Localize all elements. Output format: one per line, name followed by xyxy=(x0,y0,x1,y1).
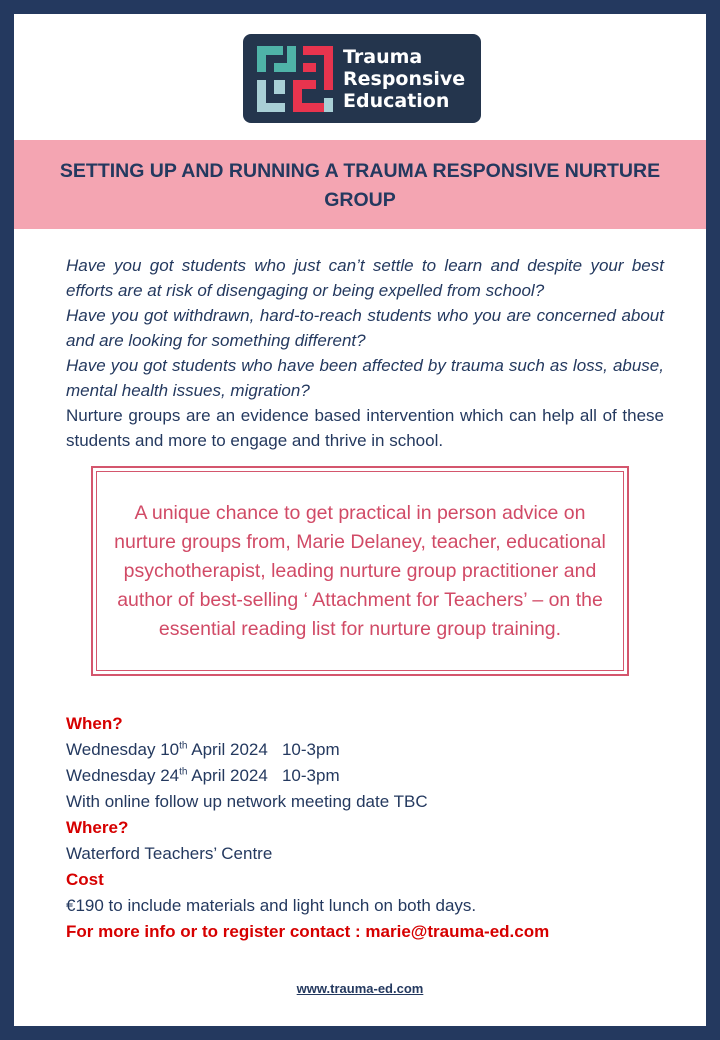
date-day: 24 xyxy=(160,766,180,785)
date-weekday: Wednesday xyxy=(66,766,156,785)
intro-question: Have you got withdrawn, hard-to-reach students who you are concerned about and are looking for something different? xyxy=(66,306,664,350)
intro-question: Have you got students who just can’t settle to learn and despite your best efforts are at risk of disengaging or being expelled from school? xyxy=(66,256,664,300)
logo-line: Responsive xyxy=(343,68,466,90)
followup-text: With online follow up network meeting date TBC xyxy=(66,792,428,811)
venue-text: Waterford Teachers’ Centre xyxy=(66,844,273,863)
when-heading: When? xyxy=(66,714,123,733)
callout-inner-border xyxy=(96,471,624,671)
intro-question: Have you got students who have been affected by trauma such as loss, abuse, mental health issues, migration? xyxy=(66,356,664,400)
title-banner xyxy=(14,140,706,229)
callout-box xyxy=(91,466,629,676)
cost-text: €190 to include materials and light lunch on both days. xyxy=(66,896,477,915)
cost-heading: Cost xyxy=(66,870,104,889)
date-weekday: Wednesday xyxy=(66,740,156,759)
contact-line: For more info or to register contact : marie@trauma-ed.com xyxy=(66,922,550,941)
intro-section xyxy=(66,253,664,453)
logo-text xyxy=(343,46,465,112)
date-suffix: th xyxy=(179,740,188,752)
date-day: 10 xyxy=(160,740,180,759)
date-rest: April 2024 10-3pm xyxy=(187,740,340,759)
page-title: SETTING UP AND RUNNING A TRAUMA RESPONSIVE NURTURE GROUP xyxy=(59,160,661,211)
date-rest: April 2024 10-3pm xyxy=(187,766,340,785)
event-date xyxy=(66,737,666,763)
where-heading: Where? xyxy=(66,818,129,837)
logo-line: Trauma xyxy=(343,46,423,68)
website-link[interactable]: www.trauma-ed.com xyxy=(296,981,424,996)
maze-logo-icon xyxy=(257,46,333,112)
website-footer xyxy=(0,980,720,998)
callout-text: A unique chance to get practical in person advice on nurture groups from, Marie Delaney, teacher, educational psychotherapist, leading nurture group practitioner and author of best-selling ‘ Attachment for Teachers’ – on the essential reading list for nurture group training. xyxy=(114,501,606,640)
event-details xyxy=(66,711,666,945)
intro-statement: Nurture groups are an evidence based intervention which can help all of these students and more to engage and thrive in school. xyxy=(66,406,664,450)
logo-line: Education xyxy=(343,90,450,112)
logo xyxy=(243,34,481,123)
date-suffix: th xyxy=(179,766,188,778)
event-date xyxy=(66,763,666,789)
